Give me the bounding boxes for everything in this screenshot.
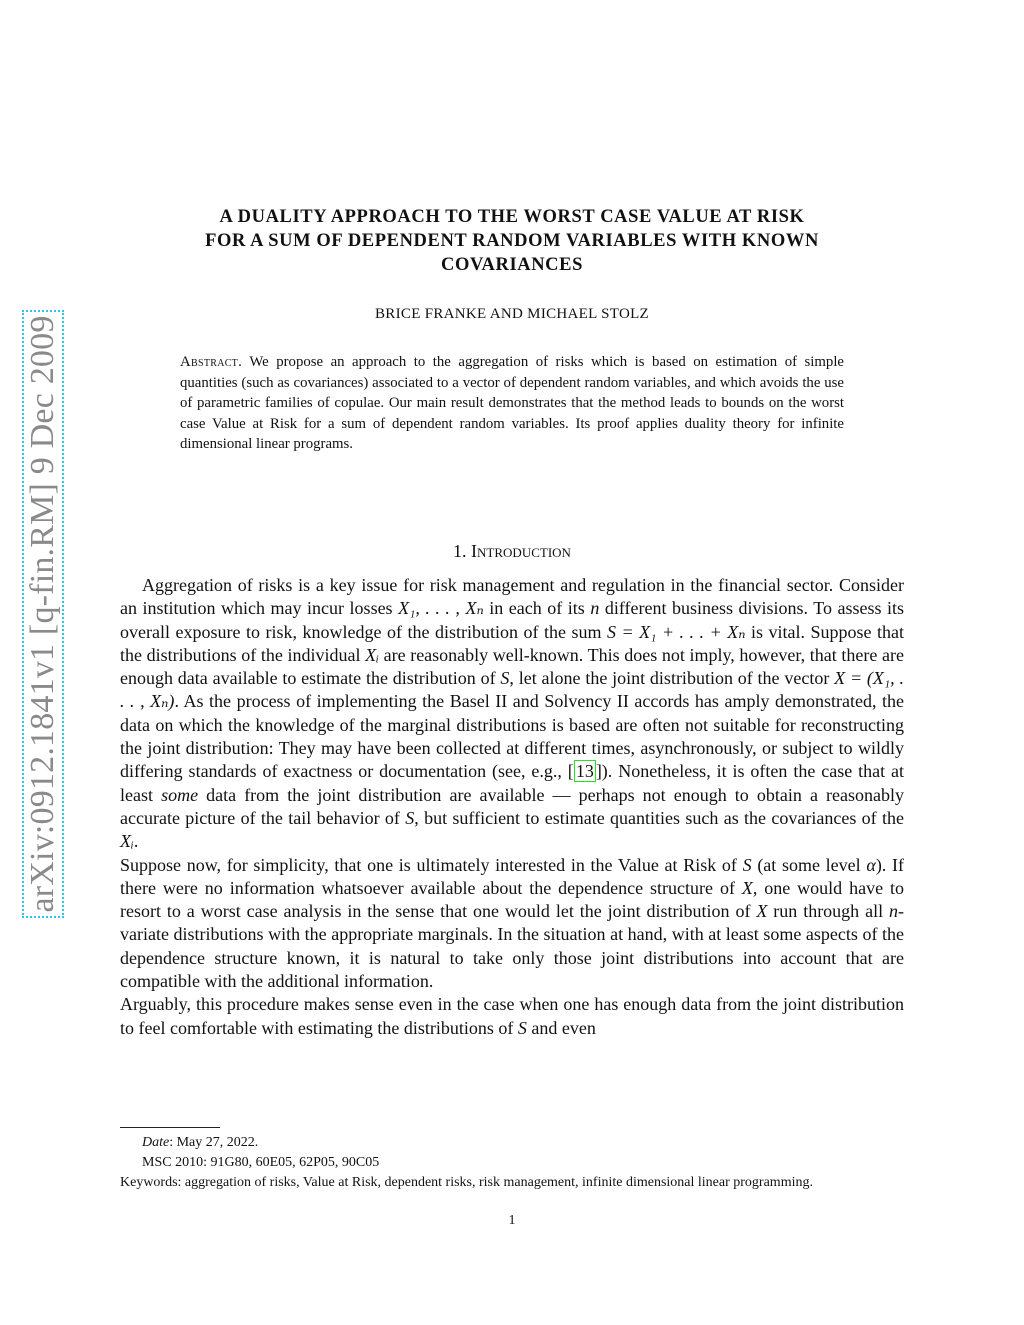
page-number: 1 [508,1213,516,1228]
footnote-keywords: Keywords: aggregation of risks, Value at Risk, dependent risks, risk management, infinite dimensional linear programming. [120,1175,813,1190]
arxiv-id: arXiv:0912.1841v1 [q-fin.RM] 9 Dec 2009 [24,315,61,913]
title-line-1: A DUALITY APPROACH TO THE WORST CASE VALUE AT RISK [219,207,805,227]
citation-link[interactable]: 13 [575,761,594,782]
footnote-rule [120,1127,220,1128]
footnote-date: Date: May 27, 2022. [142,1135,259,1150]
title-line-3: COVARIANCES [441,255,583,275]
paragraph-2: Suppose now, for simplicity, that one is ultimately interested in the Value at Risk of S (at some level α). If there were no information whatsoever available about the dependence structure of X, one would have to resort to a worst case analysis in the sense that one would let the joint distribution of X run through all n-variate distributions with the appropriate marginals. In the situation at hand, with at least some aspects of the dependence structure known, it is natural to take only those joint distributions into account that are compatible with the additional information. [120,854,905,992]
section-heading [120,541,904,562]
abstract-label: Abstract. [180,354,243,370]
arxiv-sidebar [22,310,64,918]
paper-title [120,205,904,277]
paragraph-1: Aggregation of risks is a key issue for risk management and regulation in the financial sector. Consider an institution which may incur losses X₁, . . . , Xₙ in each of its n different business divisions. To assess its overall exposure to risk, knowledge of the distribution of the sum S = X₁ + . . . + Xₙ is vital. Suppose that the distributions of the individual Xᵢ are reasonably well-known. This does not imply, however, that there are enough data available to estimate the distribution of S, let alone the joint distribution of the vector X = (X₁, . . . , Xₙ). As the process of implementing the Basel II and Solvency II accords has amply demonstrated, the data on which the knowledge of the marginal distributions is based are often not suitable for reconstructing the joint distribution: They may have been collected at different times, asynchronously, or subject to wildly differing standards of exactness or documentation (see, e.g., [ 13 ]). Nonetheless, it is often the case that at least some data from the joint distribution are available — perhaps not enough to obtain a reasonably accurate picture of the tail behavior of S, but sufficient to estimate quantities such as the covariances of the Xᵢ. [120,575,905,852]
authors: BRICE FRANKE AND MICHAEL STOLZ [374,306,649,322]
footnote-msc: MSC 2010: 91G80, 60E05, 62P05, 90C05 [142,1155,380,1170]
paragraph-3: Arguably, this procedure makes sense even in the case when one has enough data from the joint distribution to feel comfortable with estimating the distributions of S and even [120,994,904,1038]
title-line-2: FOR A SUM OF DEPENDENT RANDOM VARIABLES WITH KNOWN [205,231,819,251]
section-number: 1. [453,541,467,561]
abstract-text: We propose an approach to the aggregation of risks which is based on estimation of simple quantities (such as covariances) associated to a vector of dependent random variables, and which avoids the use of parametric families of copulae. Our main result demonstrates that the method leads to bounds on the worst case Value at Risk for a sum of dependent random variables. Its proof applies duality theory for infinite dimensional linear programs. [180,354,845,452]
abstract [180,352,844,455]
body-text [120,574,904,1040]
section-title: Introduction [471,541,571,561]
